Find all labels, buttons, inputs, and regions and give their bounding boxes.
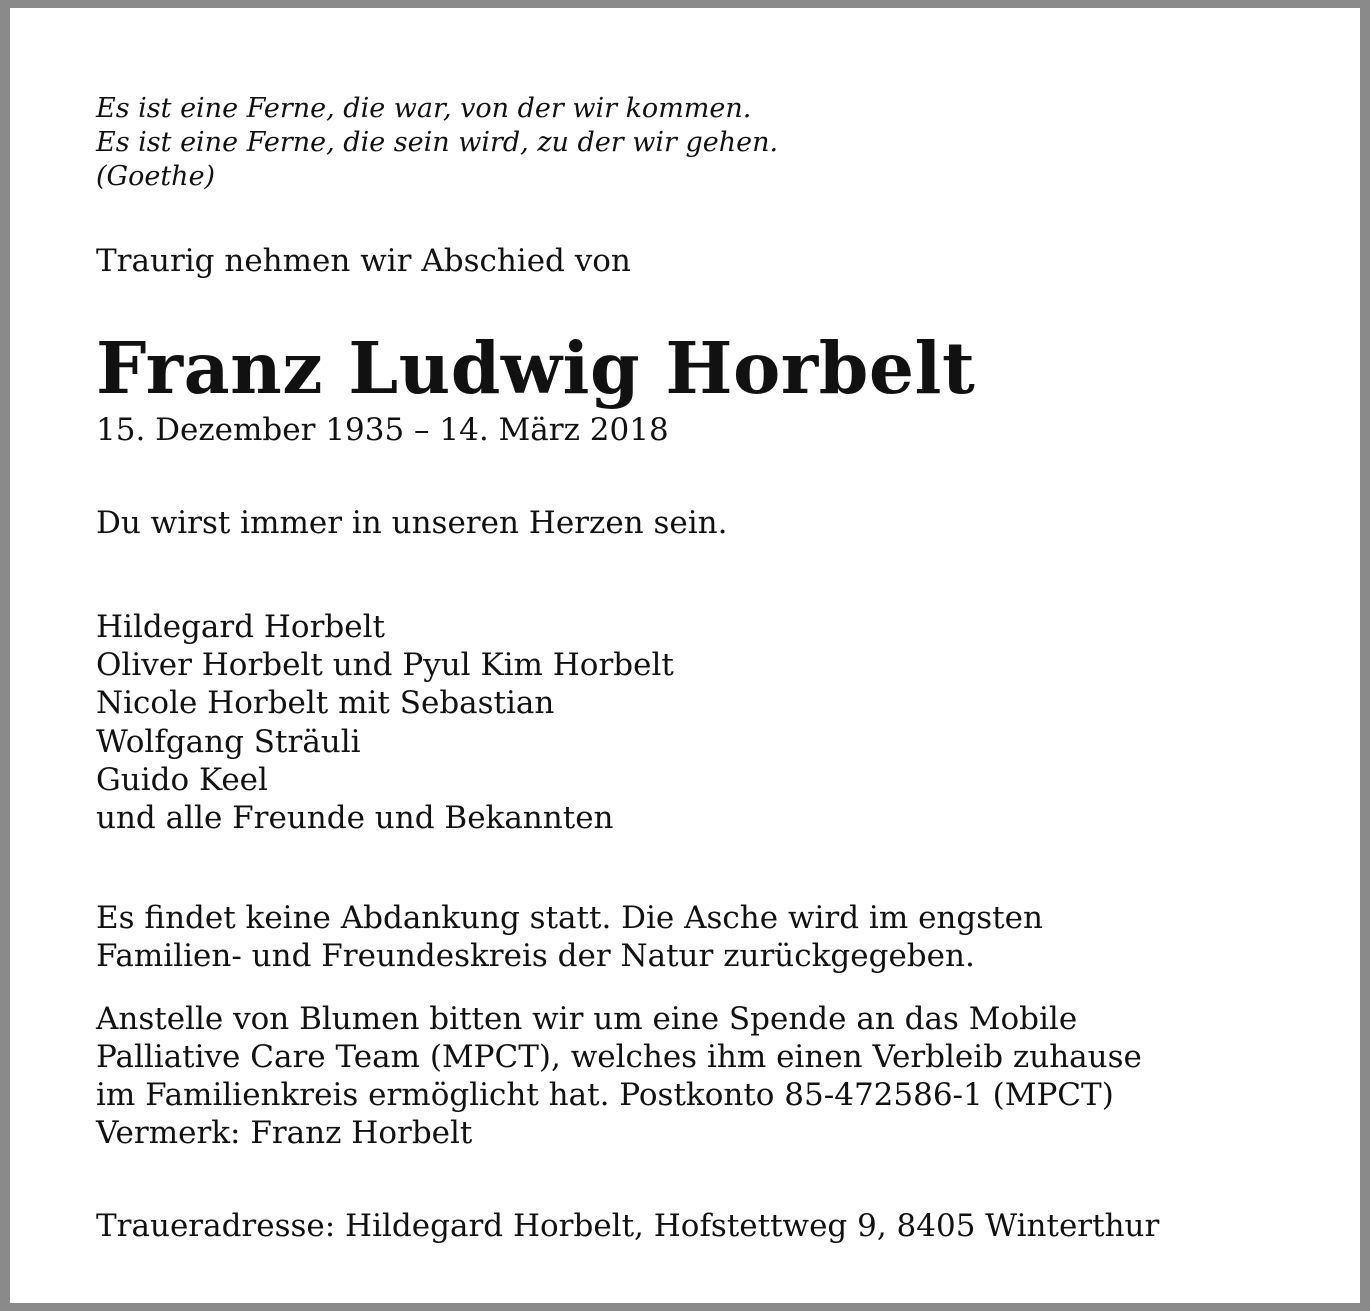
life-dates: 15. Dezember 1935 – 14. März 2018 xyxy=(96,412,669,448)
goethe-quote xyxy=(96,92,778,194)
quote-line: Es ist eine Ferne, die war, von der wir kommen. xyxy=(96,93,752,124)
ceremony-note-line: Familien- und Freundeskreis der Natur zurückgegeben. xyxy=(96,938,975,974)
mourner-name: Guido Keel xyxy=(96,761,268,798)
donation-note xyxy=(96,1000,1142,1152)
donation-note-line: Anstelle von Blumen bitten wir um eine Spende an das Mobile xyxy=(96,1001,1078,1037)
quote-attribution: (Goethe) xyxy=(96,161,216,192)
intro-text: Traurig nehmen wir Abschied von xyxy=(96,243,631,279)
donation-note-line: Vermerk: Franz Horbelt xyxy=(96,1115,473,1151)
obituary-page xyxy=(10,8,1360,1303)
mourning-address: Traueradresse: Hildegard Horbelt, Hofstettweg 9, 8405 Winterthur xyxy=(96,1208,1160,1244)
donation-note-line: im Familienkreis ermöglicht hat. Postkonto 85-472586-1 (MPCT) xyxy=(96,1077,1114,1113)
mourners-list xyxy=(96,608,674,837)
mourner-name: und alle Freunde und Bekannten xyxy=(96,800,614,837)
deceased-name: Franz Ludwig Horbelt xyxy=(96,326,976,410)
donation-note-line: Palliative Care Team (MPCT), welches ihm einen Verbleib zuhause xyxy=(96,1039,1142,1075)
mourner-name: Hildegard Horbelt xyxy=(96,609,385,645)
ceremony-note xyxy=(96,899,1043,975)
farewell-text: Du wirst immer in unseren Herzen sein. xyxy=(96,505,728,541)
mourner-name: Wolfgang Sträuli xyxy=(96,723,361,760)
quote-line: Es ist eine Ferne, die sein wird, zu der wir gehen. xyxy=(96,127,779,158)
mourner-name: Nicole Horbelt mit Sebastian xyxy=(96,685,555,722)
mourner-name: Oliver Horbelt und Pyul Kim Horbelt xyxy=(96,647,674,684)
ceremony-note-line: Es findet keine Abdankung statt. Die Asche wird im engsten xyxy=(96,900,1043,936)
